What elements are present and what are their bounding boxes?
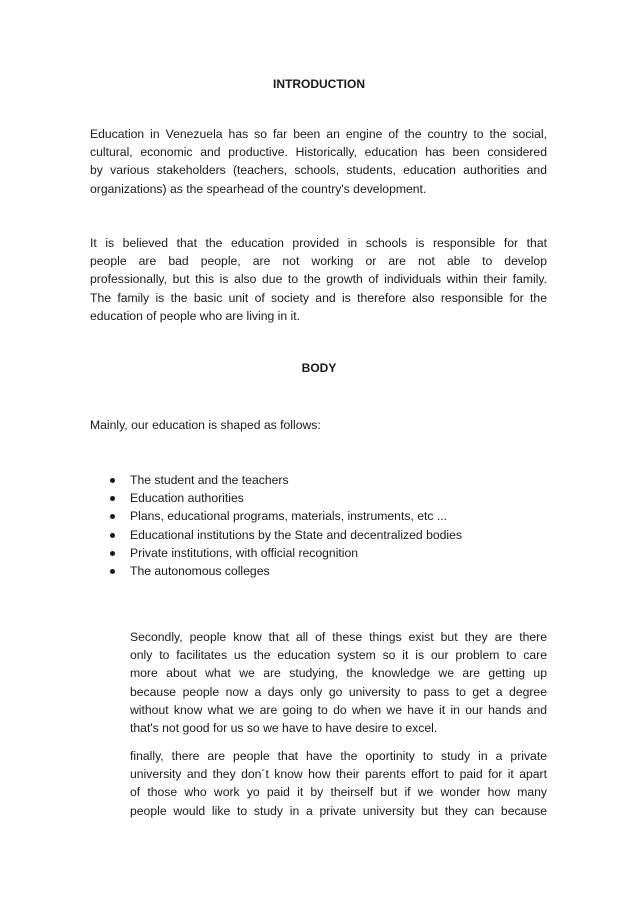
paragraph-line: without know what we are going to do when we have it in our hands and <box>130 702 547 717</box>
paragraph-line: because people now a days only go university to pass to get a degree <box>130 684 547 699</box>
paragraph-line: by various stakeholders (teachers, schools, students, education authorities and <box>90 163 547 178</box>
education-factors-list <box>108 471 462 580</box>
paragraph-finally <box>130 747 547 820</box>
list-item-text: The autonomous colleges <box>130 563 270 578</box>
paragraph-line: cultural, economic and productive. Historically, education has been considered <box>90 145 547 160</box>
list-item <box>108 526 462 544</box>
paragraph-line: university and they don´t know how their parents effort to paid for it apart <box>130 767 547 782</box>
paragraph-schools-responsibility <box>90 234 547 325</box>
paragraph-secondly <box>130 628 547 737</box>
paragraph-line: only to facilitates us the education system so it is our problem to care <box>130 648 547 663</box>
list-item <box>108 489 462 507</box>
paragraph-line: organizations) as the spearhead of the country's development. <box>90 181 427 196</box>
list-item-text: Education authorities <box>130 491 244 506</box>
body-intro-text <box>90 416 547 434</box>
paragraph-line: that's not good for us so we have to have desire to excel. <box>130 721 438 736</box>
paragraph-education-venezuela <box>90 125 547 198</box>
introduction-heading: INTRODUCTION <box>273 77 365 91</box>
bullet-icon <box>110 569 115 574</box>
bullet-icon <box>110 533 115 538</box>
paragraph-line: more about what we are studying, the knowledge we are getting up <box>130 666 547 681</box>
paragraph-line: finally, there are people that have the oportinity to study in a private <box>130 749 547 763</box>
paragraph-line: Education in Venezuela has so far been an engine of the country to the social, <box>90 127 547 141</box>
list-item <box>108 507 462 525</box>
list-item-text: Private institutions, with official recognition <box>130 545 359 560</box>
paragraph-line: professionally, but this is also due to the growth of individuals within their family. <box>90 272 547 287</box>
bullet-icon <box>110 514 115 519</box>
list-item-text: The student and the teachers <box>130 473 289 487</box>
paragraph-line: people are bad people, are not working or are not able to develop <box>90 254 547 269</box>
list-item-text: Educational institutions by the State and decentralized bodies <box>130 527 462 542</box>
paragraph-line: The family is the basic unit of society and is therefore also responsible for the <box>90 290 547 305</box>
paragraph-line: Mainly, our education is shaped as follows: <box>90 418 321 432</box>
paragraph-line: Secondly, people know that all of these things exist but they are there <box>130 630 547 644</box>
list-item <box>108 544 462 562</box>
list-item <box>108 562 462 580</box>
bullet-icon <box>110 551 115 556</box>
paragraph-line: of those who work yo paid it by theirself but if we wonder how many <box>130 785 547 800</box>
list-item <box>108 471 462 489</box>
list-item-text: Plans, educational programs, materials, instruments, etc ... <box>130 509 448 524</box>
paragraph-line: people would like to study in a private university but they can because <box>130 803 547 818</box>
paragraph-line: education of people who are living in it. <box>90 308 301 323</box>
bullet-icon <box>110 478 115 483</box>
bullet-icon <box>110 496 115 501</box>
body-heading: BODY <box>301 361 337 375</box>
paragraph-line: It is believed that the education provided in schools is responsible for that <box>90 236 547 250</box>
